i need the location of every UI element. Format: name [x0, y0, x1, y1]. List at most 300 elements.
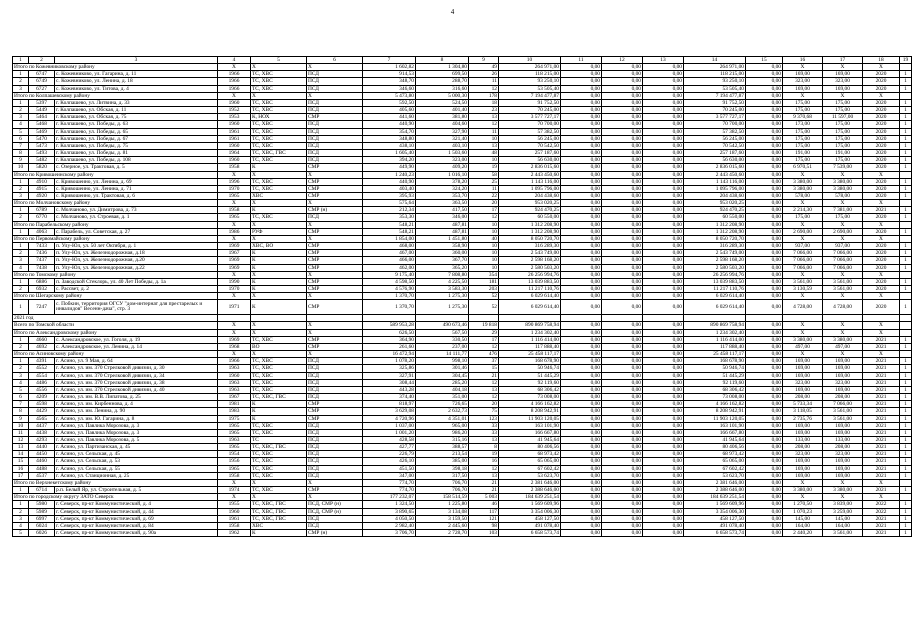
cell-work-types: ТС, ХВС [251, 372, 307, 379]
cell-living-area: 316,60 [416, 85, 469, 92]
cell-federal-funds: 0,00 [561, 358, 602, 365]
cell-build-year: 1970 [218, 185, 251, 192]
cell-residents: 354 [469, 271, 499, 278]
cell-other-funds: 0,00 [746, 192, 783, 199]
header-federal-funds: 11 [561, 57, 602, 64]
table-row [13, 372, 912, 379]
cell-max-unit-cost: 175,00 [823, 99, 863, 106]
cell-max-unit-cost: 3 561,00 [823, 530, 863, 537]
cell-build-year: 1990 [218, 278, 251, 285]
table-row [13, 257, 912, 264]
cell-unit-cost: X [783, 479, 823, 486]
cell-residents: 13 [469, 472, 499, 479]
cell-other-funds: 0,00 [746, 472, 783, 479]
cell-work-types: X [251, 64, 307, 71]
cell-unit-cost: 323,00 [783, 451, 823, 458]
cell-work-types: К [251, 257, 307, 264]
table-row [13, 85, 912, 92]
cell-flag: 1 [900, 530, 912, 537]
cell-work-stage: ПСД [307, 379, 363, 386]
table-row [13, 264, 912, 271]
cell-work-types: X [251, 271, 307, 278]
cell-max-unit-cost: 169,00 [823, 458, 863, 465]
header-total-cost: 10 [499, 57, 561, 64]
cell-total-cost: 8 050 720,70 [499, 235, 561, 242]
cell-work-stage: СМР [307, 336, 363, 343]
cell-residents: 203 [469, 286, 499, 293]
cell-total-cost: 50 946,74 [499, 365, 561, 372]
cell-residents: 181 [469, 278, 499, 285]
cell-work-stage: СМР [307, 164, 363, 171]
cell-row-number: 14 [13, 451, 29, 458]
cell-living-area: 317,50 [416, 472, 469, 479]
cell-total-cost: 163 101,90 [499, 422, 561, 429]
cell-federal-funds: 0,00 [561, 465, 602, 472]
cell-local-funds: 0,00 [643, 494, 684, 501]
cell-local-funds: 0,00 [643, 465, 684, 472]
cell-plan-year: X [863, 235, 900, 242]
table-row [13, 286, 912, 293]
cell-total-cost: 491 078,40 [499, 522, 561, 529]
cell-owners-funds: 1 116 414,00 [684, 336, 746, 343]
district-total-row [13, 271, 912, 278]
cell-address: г. Колпашево, ул. Победы, д. 65 [55, 128, 218, 135]
district-total-row [13, 494, 912, 501]
cell-living-area: 1 451,80 [416, 235, 469, 242]
cell-work-stage: СМР [307, 178, 363, 185]
cell-row-number: 1 [13, 300, 29, 315]
cell-plan-year: 2020 [863, 286, 900, 293]
cell-row-number: 1 [13, 501, 29, 508]
cell-total-cost: 70 542,50 [499, 142, 561, 149]
cell-row-number: 6 [13, 135, 29, 142]
cell-total-cost [499, 315, 561, 322]
cell-total-cost: 60 550,00 [499, 214, 561, 221]
cell-row-number: 2 [13, 508, 29, 515]
table-row [13, 451, 912, 458]
cell-max-unit-cost: X [823, 494, 863, 501]
cell-work-types: ТС, ХВС [251, 99, 307, 106]
cell-living-area: 2 445,60 [416, 522, 469, 529]
cell-living-area: 1 304,80 [416, 64, 469, 71]
cell-regional-funds: 0,00 [602, 142, 643, 149]
cell-regional-funds: 0,00 [602, 336, 643, 343]
cell-federal-funds: 0,00 [561, 171, 602, 178]
cell-owners-funds: 67 602,42 [684, 465, 746, 472]
cell-plan-year: 2022 [863, 508, 900, 515]
cell-residents: 21 [469, 487, 499, 494]
cell-row-number: 3 [13, 257, 29, 264]
cell-other-funds: 0,00 [746, 107, 783, 114]
table-row [13, 300, 912, 315]
cell-local-funds: 0,00 [643, 78, 684, 85]
cell-plan-year: 2020 [863, 114, 900, 121]
cell-work-stage: ПСД [307, 157, 363, 164]
cell-federal-funds: 0,00 [561, 200, 602, 207]
cell-total-area: 16 472,94 [363, 351, 416, 358]
cell-unit-cost: X [783, 235, 823, 242]
cell-work-stage: ПСД [307, 365, 363, 372]
cell-unit-cost: 1 070,23 [783, 508, 823, 515]
cell-federal-funds: 0,00 [561, 243, 602, 250]
cell-local-funds: 0,00 [643, 221, 684, 228]
district-total-row [13, 200, 912, 207]
cell-plan-year: 2020 [863, 164, 900, 171]
cell-work-types: ТС, ХВС [251, 107, 307, 114]
column-number-row [13, 57, 912, 64]
cell-max-unit-cost: 191,00 [823, 150, 863, 157]
cell-living-area: 3 159,50 [416, 515, 469, 522]
cell-local-funds: 0,00 [643, 372, 684, 379]
cell-house-id: 6727 [29, 85, 55, 92]
cell-work-types: ТС, ХВС [251, 185, 307, 192]
cell-flag [900, 200, 912, 207]
cell-living-area: 158 514,59 [416, 494, 469, 501]
cell-unit-cost: 173,00 [783, 121, 823, 128]
cell-house-id: 4552 [29, 365, 55, 372]
cell-local-funds: 0,00 [643, 257, 684, 264]
cell-owners-funds: 41 945,64 [684, 436, 746, 443]
cell-total-area: 212,34 [363, 207, 416, 214]
cell-row-number: 3 [13, 372, 29, 379]
cell-plan-year: 2020 [863, 214, 900, 221]
cell-total-area: 548,21 [363, 221, 416, 228]
cell-owners-funds: 53 623,70 [684, 472, 746, 479]
cell-address: г. Колпашево, ул. Победы, д. 67 [55, 135, 218, 142]
cell-unit-cost: X [783, 92, 823, 99]
cell-owners-funds: 118 215,00 [684, 71, 746, 78]
cell-max-unit-cost: 169,00 [823, 429, 863, 436]
cell-regional-funds: 0,00 [602, 415, 643, 422]
cell-unit-cost: 169,00 [783, 458, 823, 465]
cell-plan-year: 2021 [863, 372, 900, 379]
cell-local-funds: 0,00 [643, 351, 684, 358]
cell-house-id: 4460 [29, 458, 55, 465]
cell-house-id: 4063 [29, 228, 55, 235]
cell-work-types: К [251, 415, 307, 422]
cell-federal-funds: 0,00 [561, 365, 602, 372]
cell-work-types: ТС, ХВС [251, 358, 307, 365]
cell-owners-funds: 1 312 208,90 [684, 221, 746, 228]
cell-total-area: 346,60 [363, 85, 416, 92]
district-total-row [13, 329, 912, 336]
cell-local-funds: 0,00 [643, 264, 684, 271]
cell-address: с. Рассвет, д. 2 [55, 286, 218, 293]
cell-total-cost: 2 836 015,60 [499, 164, 561, 171]
cell-residents: 13 [469, 436, 499, 443]
cell-unit-cost: X [783, 322, 823, 329]
cell-residents: 10 [469, 135, 499, 142]
cell-max-unit-cost: 175,00 [823, 121, 863, 128]
table-row [13, 530, 912, 537]
cell-max-unit-cost: X [823, 64, 863, 71]
cell-row-number: 8 [13, 408, 29, 415]
cell-local-funds: 0,00 [643, 64, 684, 71]
cell-regional-funds: 0,00 [602, 444, 643, 451]
cell-regional-funds: 0,00 [602, 121, 643, 128]
cell-build-year: 1964 [218, 150, 251, 157]
cell-row-number: 8 [13, 150, 29, 157]
cell-owners-funds: 2 543 749,00 [684, 250, 746, 257]
cell-flag [900, 171, 912, 178]
cell-flag [900, 329, 912, 336]
cell-flag: 1 [900, 458, 912, 465]
cell-max-unit-cost: 175,00 [823, 157, 863, 164]
cell-plan-year: X [863, 322, 900, 329]
row-title: Всего по Томской области [13, 322, 218, 329]
cell-flag: 1 [900, 185, 912, 192]
cell-house-id: 4910 [29, 178, 55, 185]
cell-other-funds: 0,00 [746, 429, 783, 436]
cell-residents: 17 [469, 207, 499, 214]
cell-owners-funds: 890 869 758,94 [684, 322, 746, 329]
cell-row-number: 17 [13, 472, 29, 479]
cell-flag [900, 293, 912, 300]
cell-owners-funds: 2 836 015,60 [684, 164, 746, 171]
cell-residents: 26 [469, 71, 499, 78]
cell-work-stage: ПСД [307, 358, 363, 365]
cell-work-types: К [251, 207, 307, 214]
cell-build-year: 1981 [218, 401, 251, 408]
cell-flag: 1 [900, 487, 912, 494]
cell-build-year: 1975 [218, 415, 251, 422]
cell-regional-funds: 0,00 [602, 278, 643, 285]
cell-federal-funds: 0,00 [561, 157, 602, 164]
cell-local-funds: 0,00 [643, 150, 684, 157]
cell-work-types: ТС, ХВС [251, 458, 307, 465]
cell-build-year: 1983 [218, 408, 251, 415]
cell-local-funds: 0,00 [643, 228, 684, 235]
cell-regional-funds: 0,00 [602, 107, 643, 114]
cell-flag: 1 [900, 300, 912, 315]
cell-flag: 1 [900, 107, 912, 114]
cell-row-number: 1 [13, 278, 29, 285]
cell-max-unit-cost: 169,00 [823, 465, 863, 472]
cell-work-types: X [251, 171, 307, 178]
cell-house-id: 4440 [29, 444, 55, 451]
cell-address: г. Асино, ул. им. 370 Стрелковой дивизии, д. 34 [55, 372, 218, 379]
row-title: Итого по Шегарскому району [13, 293, 218, 300]
cell-unit-cost: 169,00 [783, 365, 823, 372]
cell-other-funds: 0,00 [746, 157, 783, 164]
cell-other-funds: 0,00 [746, 264, 783, 271]
cell-total-area: 354,70 [363, 128, 416, 135]
cell-living-area: 365,20 [416, 264, 469, 271]
cell-address: с. Кожевниково, ул. Ленина, д. 18 [55, 78, 218, 85]
table-row [13, 408, 912, 415]
cell-regional-funds: 0,00 [602, 365, 643, 372]
cell-other-funds: 0,00 [746, 394, 783, 401]
cell-regional-funds: 0,00 [602, 271, 643, 278]
cell-residents: 12 [469, 121, 499, 128]
cell-living-area: 490 673,46 [416, 322, 469, 329]
cell-address: г. Асино, ул. им. 370 Стрелковой дивизии, д. 40 [55, 386, 218, 393]
cell-flag: 1 [900, 501, 912, 508]
cell-regional-funds: 0,00 [602, 171, 643, 178]
cell-house-id: 6026 [29, 530, 55, 537]
cell-residents: 46 [469, 501, 499, 508]
cell-living-area: 409,20 [416, 164, 469, 171]
cell-residents: 33 [469, 422, 499, 429]
cell-max-unit-cost: 7 381,00 [823, 207, 863, 214]
cell-unit-cost: 323,00 [783, 78, 823, 85]
cell-federal-funds: 0,00 [561, 487, 602, 494]
table-row [13, 465, 912, 472]
cell-total-cost: 118 215,00 [499, 71, 561, 78]
cell-row-number: 6 [13, 394, 29, 401]
table-row [13, 142, 912, 149]
cell-plan-year [863, 315, 900, 322]
cell-federal-funds: 0,00 [561, 458, 602, 465]
cell-local-funds: 0,00 [643, 458, 684, 465]
cell-house-id: 6886 [29, 278, 55, 285]
cell-house-id: 5820 [29, 164, 55, 171]
cell-work-stage: СМР [307, 415, 363, 422]
cell-address: г. Асино, ул. им. Кирбеннова, д. 4 [55, 401, 218, 408]
cell-address: г. Асино, ул. 9 Мая, д. 64 [55, 358, 218, 365]
cell-total-area: 1 605,40 [363, 150, 416, 157]
cell-owners-funds: 53 505,40 [684, 85, 746, 92]
cell-plan-year: X [863, 329, 900, 336]
cell-house-id: 7247 [29, 300, 55, 315]
cell-living-area: 381,80 [416, 114, 469, 121]
cell-row-number: 1 [13, 207, 29, 214]
cell-work-stage: X [307, 494, 363, 501]
cell-total-area: 4 720,96 [363, 415, 416, 422]
district-total-row [13, 171, 912, 178]
cell-owners-funds: 2 388 646,00 [684, 487, 746, 494]
cell-residents: 10 [469, 250, 499, 257]
cell-residents: 8 [469, 444, 499, 451]
cell-max-unit-cost: 11 597,00 [823, 114, 863, 121]
cell-row-number: 2 [13, 365, 29, 372]
cell-local-funds: 0,00 [643, 530, 684, 537]
district-total-row [13, 293, 912, 300]
cell-federal-funds: 0,00 [561, 214, 602, 221]
cell-living-area: 351,00 [416, 394, 469, 401]
cell-local-funds: 0,00 [643, 451, 684, 458]
row-title: Итого по Молчановскому району [13, 200, 218, 207]
cell-flag: 1 [900, 250, 912, 257]
cell-house-id: 4293 [29, 436, 55, 443]
cell-unit-cost: 169,00 [783, 71, 823, 78]
cell-build-year: 1960 [218, 121, 251, 128]
cell-build-year: 1969 [218, 264, 251, 271]
cell-work-types: ТС, ХВС, ГВС [251, 515, 307, 522]
cell-row-number: 1 [13, 228, 29, 235]
cell-address: г. Асино, ул. Сельская, д. 45 [55, 451, 218, 458]
cell-row-number: 2 [13, 250, 29, 257]
cell-total-area: 818,97 [363, 401, 416, 408]
cell-plan-year: 2020 [863, 264, 900, 271]
cell-unit-cost: X [783, 171, 823, 178]
table-row [13, 515, 912, 522]
cell-local-funds: 0,00 [643, 300, 684, 315]
cell-total-area: 466,00 [363, 257, 416, 264]
table-row [13, 71, 912, 78]
cell-unit-cost: 4 728,00 [783, 300, 823, 315]
cell-flag: 1 [900, 264, 912, 271]
cell-build-year: 1965 [218, 192, 251, 199]
cell-build-year: X [218, 92, 251, 99]
cell-build-year: 1962 [218, 530, 251, 537]
cell-house-id: 5449 [29, 107, 55, 114]
cell-max-unit-cost: 3 380,00 [823, 336, 863, 343]
cell-work-stage: ПСД [307, 214, 363, 221]
cell-total-cost: 264 971,00 [499, 64, 561, 71]
cell-local-funds: 0,00 [643, 394, 684, 401]
cell-total-cost: 80 406,56 [499, 444, 561, 451]
cell-unit-cost: 175,00 [783, 99, 823, 106]
cell-build-year: 1967 [218, 394, 251, 401]
cell-regional-funds: 0,00 [602, 487, 643, 494]
cell-living-area: 301,46 [416, 365, 469, 372]
cell-local-funds: 0,00 [643, 358, 684, 365]
cell-total-cost: 3 354 006,30 [499, 508, 561, 515]
cell-house-id: 4488 [29, 465, 55, 472]
cell-plan-year: 2020 [863, 192, 900, 199]
cell-work-stage: ПСД [307, 465, 363, 472]
cell-owners-funds: 953 020,25 [684, 200, 746, 207]
table-row [13, 128, 912, 135]
cell-residents: 12 [469, 394, 499, 401]
cell-other-funds: 0,00 [746, 479, 783, 486]
cell-unit-cost: 175,00 [783, 214, 823, 221]
cell-work-types: ТС, ХВС [251, 78, 307, 85]
cell-work-types: X [251, 351, 307, 358]
cell-other-funds: 0,00 [746, 85, 783, 92]
cell-house-id: 5397 [29, 99, 55, 106]
cell-address: г. Асино, ул. Сельская, д. 55 [55, 465, 218, 472]
cell-total-area: 226,79 [363, 451, 416, 458]
cell-row-number: 4 [13, 379, 29, 386]
table-row [13, 415, 912, 422]
cell-other-funds: 0,00 [746, 300, 783, 315]
cell-regional-funds: 0,00 [602, 207, 643, 214]
cell-max-unit-cost: 3 380,00 [823, 487, 863, 494]
cell-work-stage: СМР [307, 257, 363, 264]
cell-house-id: 4437 [29, 422, 55, 429]
cell-total-cost: 3 577 727,17 [499, 114, 561, 121]
cell-federal-funds: 0,00 [561, 300, 602, 315]
cell-build-year: 1960 [218, 508, 251, 515]
row-title: Итого по Колпашевскому району [13, 92, 218, 99]
cell-plan-year: X [863, 64, 900, 71]
cell-address: г. Колпашево, ул. Обская, д. 75 [55, 114, 218, 121]
cell-total-cost: 953 020,25 [499, 200, 561, 207]
cell-work-types: ВО [251, 343, 307, 350]
cell-flag: 1 [900, 214, 912, 221]
cell-unit-cost: X [783, 351, 823, 358]
cell-unit-cost: X [783, 329, 823, 336]
cell-other-funds: 0,00 [746, 171, 783, 178]
cell-house-id: 5980 [29, 501, 55, 508]
cell-house-id: 5989 [29, 508, 55, 515]
cell-unit-cost: 3 380,00 [783, 487, 823, 494]
cell-plan-year: 2020 [863, 185, 900, 192]
district-total-row [13, 351, 912, 358]
cell-work-types: ТС, ХВС [251, 429, 307, 436]
cell-house-id: 4450 [29, 451, 55, 458]
cell-living-area: 998,10 [416, 358, 469, 365]
cell-federal-funds: 0,00 [561, 207, 602, 214]
cell-plan-year: 2021 [863, 465, 900, 472]
cell-address: г. Северск, пр-кт Коммунистический, д. 44 [55, 508, 218, 515]
cell-work-stage: ПСД [307, 78, 363, 85]
cell-flag: 1 [900, 121, 912, 128]
cell-build-year: 1968 [218, 343, 251, 350]
cell-local-funds: 0,00 [643, 444, 684, 451]
